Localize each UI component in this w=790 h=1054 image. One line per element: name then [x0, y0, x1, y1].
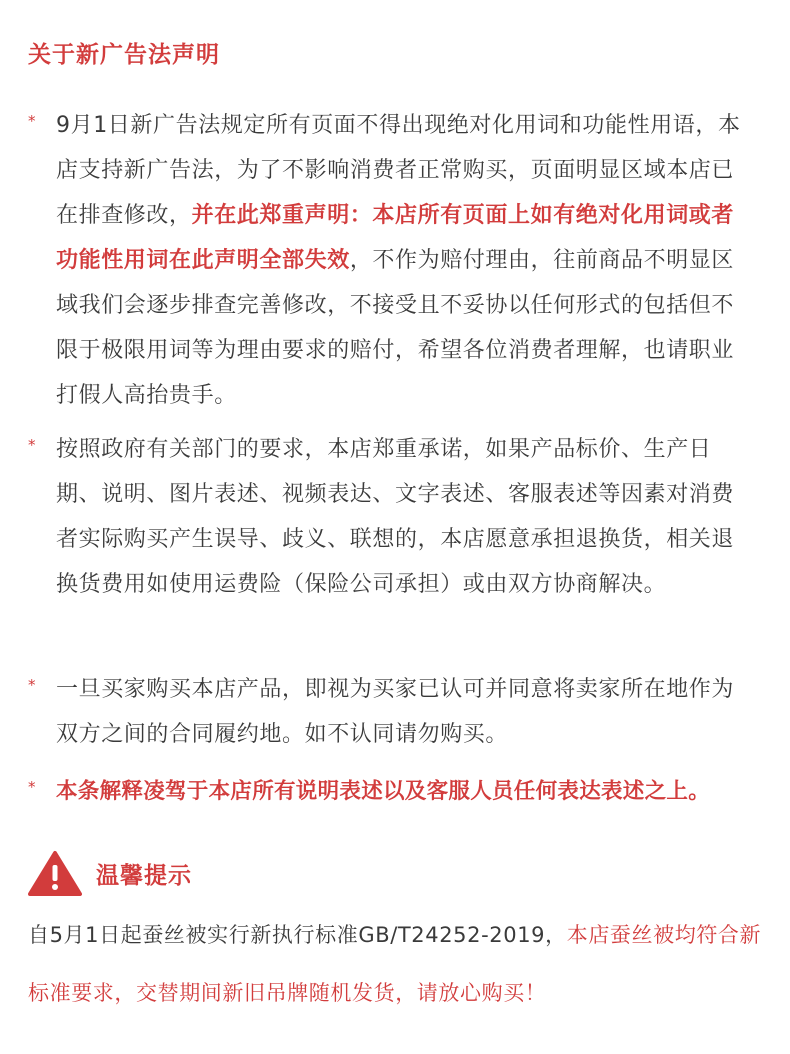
- tip-body: [28, 906, 768, 1022]
- statement-item-4: [28, 769, 780, 814]
- tip-body-highlight: 本店蚕丝被均符合新标准要求，交替期间新旧吊牌随机发货，请放心购买！: [28, 923, 762, 1005]
- star-bullet-icon: *: [28, 676, 36, 694]
- star-bullet-icon: *: [28, 778, 36, 796]
- statement-text: 按照政府有关部门的要求，本店郑重承诺，如果产品标价、生产日期、说明、图片表述、视频表达、文字表述、客服表述等因素对消费者实际购买产生误导、歧义、联想的，本店愿意承担退换货，相关退换货费用如使用运费险（保险公司承担）或由双方协商解决。: [56, 437, 735, 597]
- statement-text-part: ，不作为赔付理由，往前商品不明显区域我们会逐步排查完善修改，不接受且不妥协以任何形式的包括但不限于极限用词等为理由要求的赔付，希望各位消费者理解，也请职业打假人高抬贵手。: [56, 248, 735, 408]
- statement-text: [56, 103, 756, 418]
- star-bullet-icon: *: [28, 436, 36, 454]
- warning-triangle-icon: [28, 850, 82, 896]
- statement-text-highlight: 本条解释凌驾于本店所有说明表述以及客服人员任何表达表述之上。: [56, 779, 711, 804]
- tip-body-text: 自5月1日起蚕丝被实行新执行标准GB/T24252-2019，: [28, 923, 567, 947]
- tip-header: [28, 850, 192, 896]
- statement-item-1: [28, 103, 780, 418]
- statement-item-2: [28, 427, 780, 607]
- statement-text: 一旦买家购买本店产品，即视为买家已认可并同意将卖家所在地作为双方之间的合同履约地。如不认同请勿购买。: [56, 677, 735, 747]
- tip-title: 温馨提示: [96, 862, 192, 889]
- statement-text-part: 9月1日新广告法规定所有页面不得出现绝对化用词和功能性用语，本店支持新广告法，为了不影响消费者正常购买，页面明显区域本店已在排查修改，: [56, 113, 741, 228]
- statement-highlight: 并在此郑重声明：本店所有页面上如有绝对化用词或者功能性用词在此声明全部失效: [56, 203, 735, 273]
- statement-item-3: [28, 667, 780, 757]
- page-title: 关于新广告法声明: [28, 42, 220, 68]
- star-bullet-icon: *: [28, 112, 36, 130]
